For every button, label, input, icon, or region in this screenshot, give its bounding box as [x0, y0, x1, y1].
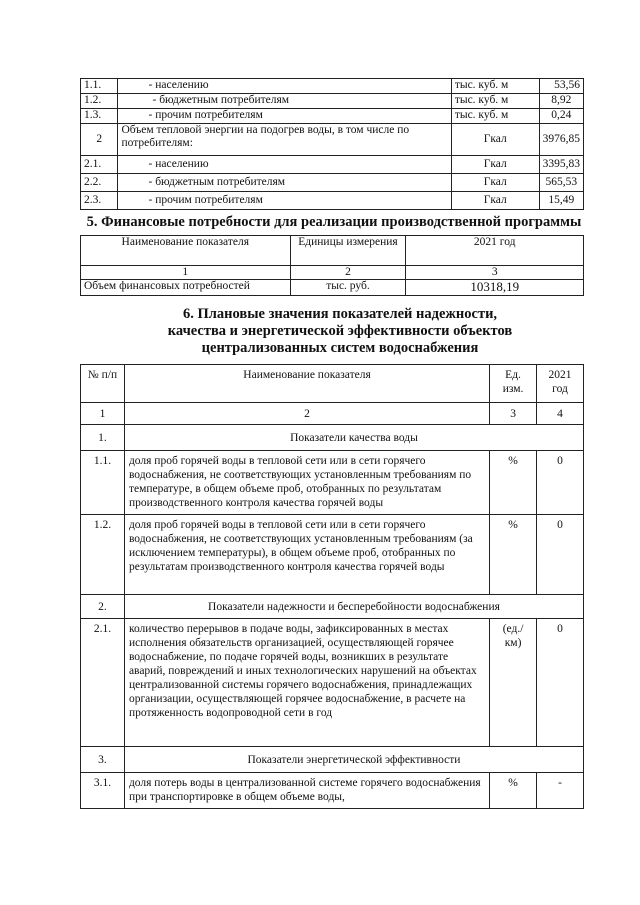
index-cell: 3 [406, 266, 584, 280]
row-number: 1.2. [81, 94, 118, 109]
row-unit: Гкал [451, 174, 539, 192]
row-value: 0 [537, 619, 584, 747]
group-title: Показатели энергетической эффективности [124, 747, 583, 773]
table-row [81, 773, 584, 809]
row-value: 565,53 [539, 174, 583, 192]
row-value: 0 [537, 515, 584, 595]
row-name: - населению [118, 156, 451, 174]
row-value: 0 [537, 451, 584, 515]
finance-table [80, 235, 584, 296]
table-row [81, 515, 584, 595]
section-6-title-line1: 6. Плановые значения показателей надежности, [182, 306, 498, 322]
row-unit: тыс. руб. [290, 280, 406, 296]
row-unit: % [490, 773, 537, 809]
table-row [81, 174, 584, 192]
header-unit: Единицы измерения [290, 236, 406, 266]
index-cell: 2 [124, 403, 489, 425]
group-row [81, 595, 584, 619]
row-number: 2.1. [81, 156, 118, 174]
row-number: 3.1. [81, 773, 125, 809]
row-value: 15,49 [539, 192, 583, 210]
table-header [81, 236, 584, 266]
group-number: 3. [81, 747, 125, 773]
row-name: - бюджетным потребителям [118, 94, 451, 109]
table-row [81, 280, 584, 296]
row-value: 3976,85 [539, 124, 583, 156]
table-row [81, 619, 584, 747]
row-number: 1.3. [81, 109, 118, 124]
table-index-row [81, 266, 584, 280]
row-number: 2.2. [81, 174, 118, 192]
row-number: 1.2. [81, 515, 125, 595]
index-cell: 1 [81, 266, 291, 280]
row-value: 10318,19 [406, 280, 584, 296]
row-name: Объем финансовых потребностей [81, 280, 291, 296]
volume-table [80, 78, 584, 210]
row-name: - бюджетным потребителям [118, 174, 451, 192]
header-year: 2021 год [537, 365, 584, 403]
header-name: Наименование показателя [124, 365, 489, 403]
table-row [81, 94, 584, 109]
table-row [81, 156, 584, 174]
row-number: 2.3. [81, 192, 118, 210]
index-cell: 1 [81, 403, 125, 425]
row-unit: тыс. куб. м [451, 94, 539, 109]
row-name: - населению [118, 79, 451, 94]
row-unit: (ед./ км) [490, 619, 537, 747]
index-cell: 3 [490, 403, 537, 425]
table-row [81, 109, 584, 124]
section-6-title-line3: централизованных систем водоснабжения [201, 340, 479, 356]
table-row [81, 192, 584, 210]
row-unit: Гкал [451, 156, 539, 174]
row-number: 1.1. [81, 79, 118, 94]
row-unit: Гкал [451, 124, 539, 156]
header-unit: Ед. изм. [490, 365, 537, 403]
group-title: Показатели надежности и бесперебойности водоснабжения [124, 595, 583, 619]
row-text: количество перерывов в подаче воды, зафиксированных в местах исполнения обязательств организацией, осуществляющей горячее водоснабжение, по подаче горячей воды, возникших в результате аварий, повреждений и иных технологических нарушений на объектах централизованной системы горячего водоснабжения, принадлежащих организации, осуществляющей горячее водоснабжение, в расчете на протяженность водопроводной сети в год [124, 619, 489, 747]
index-cell: 2 [290, 266, 406, 280]
row-unit: % [490, 515, 537, 595]
row-value: 8,92 [539, 94, 583, 109]
row-name: Объем тепловой энергии на подогрев воды, в том числе по потребителям: [118, 124, 451, 156]
section-6-title [100, 306, 580, 357]
header-name: Наименование показателя [81, 236, 291, 266]
group-row [81, 747, 584, 773]
header-number: № п/п [81, 365, 125, 403]
row-text: доля проб горячей воды в тепловой сети или в сети горячего водоснабжения, не соответствующих установленным требованиям (за исключением температуры), в общем объеме проб, отобранных по результатам производственного контроля качества горячей воды [124, 515, 489, 595]
row-text: доля потерь воды в централизованной системе горячего водоснабжения при транспортировке в общем объеме воды, [124, 773, 489, 809]
section-5-title: 5. Финансовые потребности для реализации производственной программы [86, 214, 582, 230]
section-6-title-line2: качества и энергетической эффективности объектов [167, 323, 513, 339]
table-index-row [81, 403, 584, 425]
row-name: - прочим потребителям [118, 109, 451, 124]
row-value: 0,24 [539, 109, 583, 124]
table-header [81, 365, 584, 403]
group-row [81, 425, 584, 451]
table-row [81, 79, 584, 94]
row-number: 2.1. [81, 619, 125, 747]
row-unit: Гкал [451, 192, 539, 210]
group-number: 1. [81, 425, 125, 451]
row-value: 3395,83 [539, 156, 583, 174]
row-name: - прочим потребителям [118, 192, 451, 210]
index-cell: 4 [537, 403, 584, 425]
row-value: - [537, 773, 584, 809]
table-row [81, 124, 584, 156]
row-unit: тыс. куб. м [451, 109, 539, 124]
row-number: 1.1. [81, 451, 125, 515]
row-text: доля проб горячей воды в тепловой сети или в сети горячего водоснабжения, не соответствующих установленным требованиям по температуре, в общем объеме проб, отобранных по результатам производственного контроля качества горячей воды [124, 451, 489, 515]
row-value: 53,56 [539, 79, 583, 94]
header-year: 2021 год [406, 236, 584, 266]
row-unit: тыс. куб. м [451, 79, 539, 94]
indicators-table [80, 364, 584, 809]
row-number: 2 [81, 124, 118, 156]
row-unit: % [490, 451, 537, 515]
group-number: 2. [81, 595, 125, 619]
table-row [81, 451, 584, 515]
group-title: Показатели качества воды [124, 425, 583, 451]
